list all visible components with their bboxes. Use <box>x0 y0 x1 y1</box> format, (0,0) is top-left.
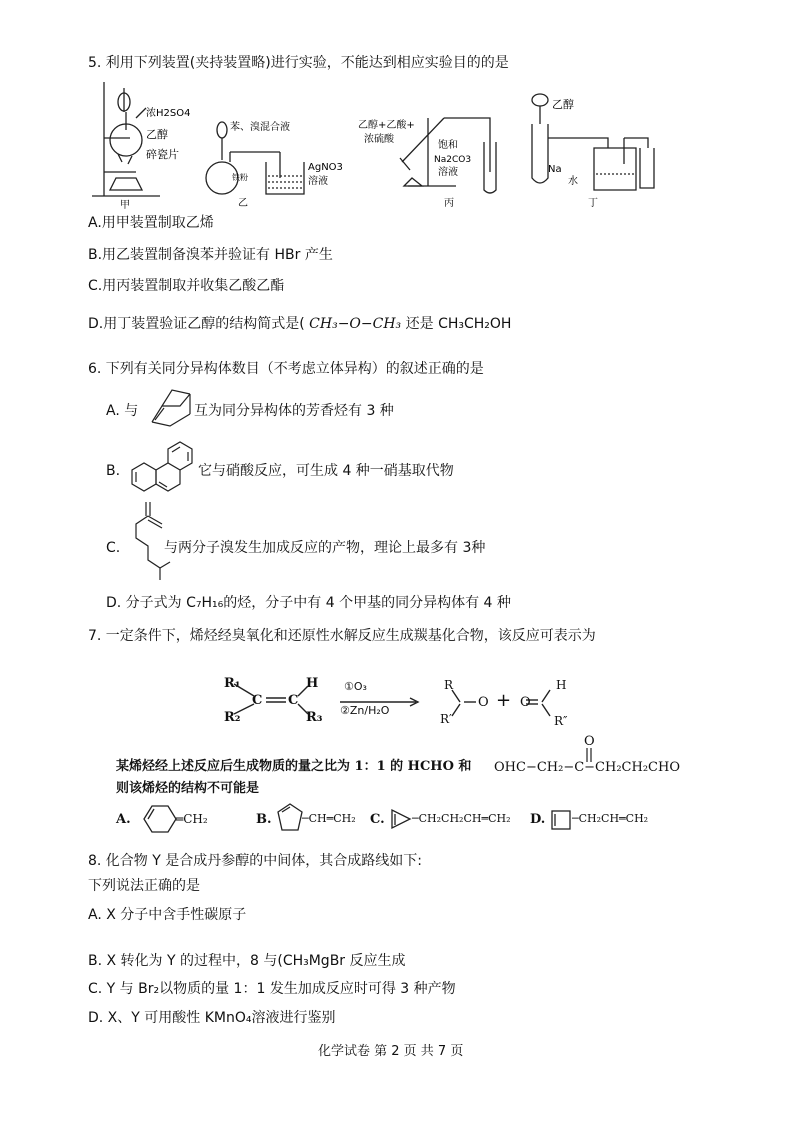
q7-option-d-text: ─CH₂CH═CH₂ <box>572 812 649 825</box>
q5-option-c: C.用丙装置制取并收集乙酸乙酯 <box>88 278 285 294</box>
q6-option-a-prefix: A. 与 <box>106 403 139 419</box>
jia-label-ethanol: 乙醇 <box>146 128 168 141</box>
yi-label-solution: 溶液 <box>308 176 328 187</box>
apparatus-ding <box>532 94 654 190</box>
q5-option-a: A.用甲装置制取乙烯 <box>88 215 214 231</box>
product-formula: OHC−CH₂−C−CH₂CH₂CHO <box>494 760 680 775</box>
jia-label-acid: 浓H2SO4 <box>146 108 191 119</box>
q5-option-d-formula: CH₃−O−CH₃ <box>309 316 402 332</box>
reaction-step1: ①O₃ <box>344 680 367 693</box>
bing-caption: 丙 <box>444 198 454 209</box>
q7-option-c-text: ─CH₂CH₂CH═CH₂ <box>412 812 511 825</box>
ding-label-water: 水 <box>568 176 578 187</box>
jia-label-chips: 碎瓷片 <box>146 148 179 161</box>
q5-apparatus-figure <box>88 78 708 210</box>
q6-option-b-suffix: 它与硝酸反应，可生成 4 种一硝基取代物 <box>198 463 454 479</box>
q8-option-d: D. X、Y 可用酸性 KMnO₄溶液进行鉴别 <box>88 1010 336 1026</box>
q7-note-line2: 则该烯烃的结构不可能是 <box>116 781 260 796</box>
q5-stem: 5. 利用下列装置(夹持装置略)进行实验，不能达到相应实验目的的是 <box>88 55 509 71</box>
reaction-r2: R₂ <box>224 710 241 725</box>
q7-stem: 7. 一定条件下，烯烃经臭氧化和还原性水解反应生成羰基化合物，该反应可表示为 <box>88 628 596 644</box>
q7-note-line1: 某烯烃经上述反应后生成物质的量之比为 1：1 的 HCHO 和 <box>116 759 472 774</box>
q7-option-b-letter: B. <box>256 812 272 827</box>
jia-caption: 甲 <box>120 200 130 210</box>
page-footer: 化学试卷 第 2 页 共 7 页 <box>318 1044 464 1059</box>
product-o-left: O <box>478 695 489 710</box>
ding-caption: 丁 <box>588 198 598 209</box>
ding-label-ethanol: 乙醇 <box>552 98 574 111</box>
q7-option-b-structure <box>272 800 306 838</box>
bing-label-saturated: 饱和 <box>438 140 458 151</box>
q6-stem: 6. 下列有关同分异构体数目（不考虑立体异构）的叙述正确的是 <box>88 361 484 377</box>
ding-label-na: Na <box>548 164 562 175</box>
q6-bicyclic-structure <box>146 384 196 430</box>
q8-line2: 下列说法正确的是 <box>88 878 200 894</box>
q6-option-a-suffix: 互为同分异构体的芳香烃有 3 种 <box>194 403 394 419</box>
q6-option-d: D. 分子式为 C₇H₁₆的烃，分子中有 4 个甲基的同分异构体有 4 种 <box>106 595 511 611</box>
bing-label-acid: 浓硫酸 <box>364 134 394 145</box>
q8-stem: 8. 化合物 Y 是合成丹参醇的中间体，其合成路线如下: <box>88 853 422 869</box>
yi-caption: 乙 <box>238 198 248 209</box>
q7-option-d-letter: D. <box>530 812 546 827</box>
reaction-r3: R₃ <box>306 710 323 725</box>
q5-option-d <box>88 315 511 333</box>
q6-option-b-prefix: B. <box>106 463 121 479</box>
q7-option-c-structure <box>388 806 414 832</box>
yi-label-iron: 铁粉 <box>232 173 248 182</box>
q8-option-c: C. Y 与 Br₂以物质的量 1：1 发生加成反应时可得 3 种产物 <box>88 981 456 997</box>
q5-option-b: B.用乙装置制备溴苯并验证有 HBr 产生 <box>88 247 333 263</box>
yi-label-mix: 苯、溴混合液 <box>230 122 290 133</box>
product-o-right: O <box>520 695 531 710</box>
product-r: R <box>444 678 454 692</box>
reaction-plus: + <box>496 690 512 711</box>
q7-option-a-letter: A. <box>116 812 131 827</box>
bing-label-na2co3: Na2CO3 <box>434 155 472 165</box>
q6-option-c-suffix: 与两分子溴发生加成反应的产物，理论上最多有 3种 <box>164 540 486 556</box>
q7-option-c-letter: C. <box>370 812 385 827</box>
q5-option-d-suffix: 还是 CH₃CH₂OH <box>405 316 512 332</box>
q7-option-a-text: ═CH₂ <box>176 812 208 826</box>
product-h: H <box>556 678 567 692</box>
product-r-dprime: R″ <box>554 714 568 728</box>
reaction-h: H <box>306 676 319 691</box>
product-formula-o: O <box>584 734 595 749</box>
reaction-c-right: C <box>288 693 299 708</box>
reaction-r1: R₁ <box>224 676 241 691</box>
q8-option-a: A. X 分子中含手性碳原子 <box>88 907 247 923</box>
bing-label-solution: 溶液 <box>438 167 458 178</box>
q6-phenanthrene-structure <box>128 440 202 496</box>
q6-option-c-prefix: C. <box>106 540 121 556</box>
q5-option-d-prefix: D.用丁装置验证乙醇的结构简式是( <box>88 316 305 332</box>
yi-label-agno3: AgNO3 <box>308 162 343 173</box>
reaction-step2: ②Zn/H₂O <box>340 704 390 717</box>
product-r-prime: R′ <box>440 712 452 726</box>
q8-option-b: B. X 转化为 Y 的过程中，8 与(CH₃MgBr 反应生成 <box>88 953 406 969</box>
bing-label-reagents: 乙醇+乙酸+ <box>358 120 415 131</box>
q7-option-b-text: ─CH═CH₂ <box>302 812 356 825</box>
reaction-c-left: C <box>252 693 263 708</box>
